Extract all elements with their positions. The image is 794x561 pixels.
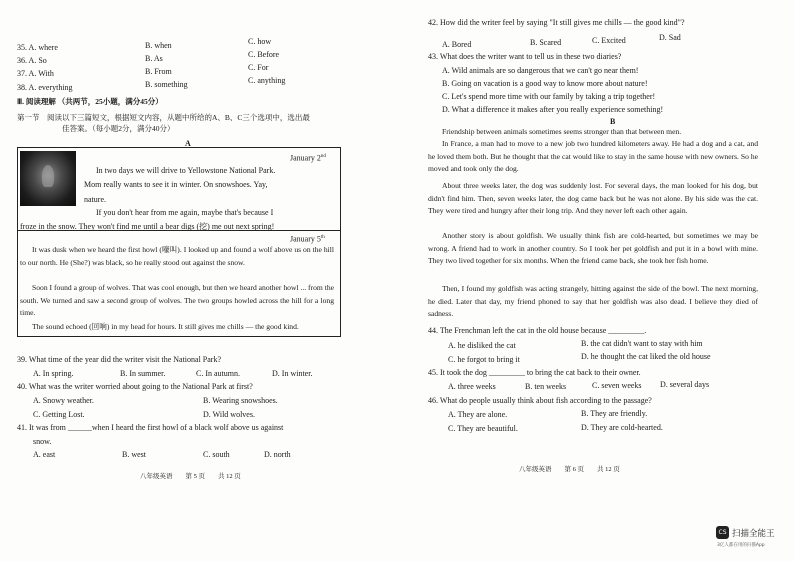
q39-option-b: B. In summer. — [120, 369, 166, 378]
q45-stem: 45. It took the dog _________ to bring the cat back to their owner. — [428, 368, 641, 377]
diary2-date: January 5th — [290, 234, 325, 244]
camscanner-brand: 扫描全能王 — [732, 529, 775, 539]
q41-stem-line2: snow. — [33, 437, 52, 446]
q42-option-a: A. Bored — [442, 40, 472, 49]
q41-option-b: B. west — [122, 450, 146, 459]
q38-a: 38. A. everything — [17, 83, 73, 92]
page-footer: 八年级英语 第 6 页 共 12 页 — [519, 466, 620, 473]
q44-option-a: A. he disliked the cat — [448, 341, 516, 350]
q45-option-c: C. seven weeks — [592, 381, 642, 390]
q38-c: C. anything — [248, 76, 286, 85]
q37-b: B. From — [145, 67, 172, 76]
passage-b-paragraph2: In France, a man had to move to a new job two hundred kilometers away. He had a dog and a cat, and he loved them both. But he thought that the cat would like to stay in the same house with new owners. So he moved and took only the dog. — [428, 139, 758, 174]
diary1-date: January 2nd — [290, 153, 326, 163]
q43-option-d: D. What a difference it makes after you really experience something! — [442, 105, 664, 114]
passage-a-title: A — [185, 139, 191, 148]
diary1-line2: Mom really wants to see it in winter. On snowshoes. Yay, — [84, 180, 268, 189]
q43-option-b: B. Going on vacation is a good way to know more about nature! — [442, 79, 648, 88]
diary-separator — [17, 230, 340, 231]
q40-stem: 40. What was the writer worried about going to the National Park at first? — [17, 382, 253, 391]
q35-a: 35. A. where — [17, 43, 58, 52]
q42-option-c: C. Excited — [592, 36, 626, 45]
q36-c: C. Before — [248, 50, 280, 59]
diary2-paragraph1: It was dusk when we heard the first howl (嚎叫). I looked up and found a wolf above us on the hill to our north. He (She?) was black, so he really stood out against the snow. — [20, 245, 334, 267]
q40-option-b: B. Wearing snowshoes. — [203, 396, 278, 405]
q39-option-a: A. In spring. — [33, 369, 74, 378]
diary2-paragraph3: The sound echoed (回响) in my head for hours. It still gives me chills — the good kind. — [32, 322, 299, 331]
q36-b: B. As — [145, 54, 163, 63]
section-3-heading: Ⅲ. 阅读理解 （共两节，25小题，满分45分） — [17, 97, 163, 106]
q35-c: C. how — [248, 37, 272, 46]
q46-option-d: D. They are cold-hearted. — [581, 423, 663, 432]
right-page — [397, 0, 794, 561]
diary1-line3: nature. — [84, 195, 106, 204]
q40-option-a: A. Snowy weather. — [33, 396, 94, 405]
q46-option-b: B. They are friendly. — [581, 409, 648, 418]
q38-b: B. something — [145, 80, 188, 89]
part1-instructions-line1: 第一节 阅读以下三篇短文，根据短文内容，从题中所给的A、B、C三个选项中，选出最 — [17, 113, 310, 122]
q40-option-c: C. Getting Lost. — [33, 410, 85, 419]
q44-option-c: C. he forgot to bring it — [448, 355, 520, 364]
q44-option-d: D. he thought the cat liked the old house — [581, 352, 711, 361]
q35-b: B. when — [145, 41, 172, 50]
q44-option-b: B. the cat didn't want to stay with him — [581, 339, 703, 348]
q45-option-a: A. three weeks — [448, 382, 496, 391]
q40-option-d: D. Wild wolves. — [203, 410, 255, 419]
q37-a: 37. A. With — [17, 69, 54, 78]
q37-c: C. For — [248, 63, 269, 72]
q39-option-c: C. In autumn. — [196, 369, 240, 378]
q41-option-d: D. north — [264, 450, 291, 459]
passage-b-paragraph4: Another story is about goldfish. We usually think fish are cold-hearted, but sometimes we may be wrong. A friend had to work in another country. So I took her pet goldfish and put it in a bowl with mine. They two lived together for six months. When the friend came back, she took her fish home. — [428, 231, 758, 266]
q43-option-a: A. Wild animals are so dangerous that we can't go near them! — [442, 66, 639, 75]
q45-option-d: D. several days — [660, 380, 710, 389]
q44-stem: 44. The Frenchman left the cat in the old house because _________. — [428, 326, 647, 335]
q43-stem: 43. What does the writer want to tell us in these two diaries? — [428, 52, 622, 61]
passage-b-paragraph3: About three weeks later, the dog was suddenly lost. For several days, the man looked for his dog, but didn't find him. Then, seven weeks later, the dog came back but he was not alone. By his side was the cat. They were tired and hungry after their long trip. And they never left each other again. — [428, 181, 758, 216]
q42-option-b: B. Scared — [530, 38, 562, 47]
q39-stem: 39. What time of the year did the writer visit the National Park? — [17, 355, 222, 364]
q43-option-c: C. Let's spend more time with our family by taking a trip together! — [442, 92, 656, 101]
page-footer: 八年级英语 第 5 页 共 12 页 — [140, 473, 241, 480]
q45-option-b: B. ten weeks — [525, 382, 567, 391]
q39-option-d: D. In winter. — [272, 369, 313, 378]
passage-b-paragraph5: Then, I found my goldfish was acting strangely, hitting against the side of the bowl. The next morning, he died. Later that day, my friend phoned to say that her goldfish was also dead. I believe they died of sadness. — [428, 284, 758, 319]
q41-stem-line1: 41. It was from ______when I heard the first howl of a black wolf above us against — [17, 423, 284, 432]
diary1-line4: If you don't hear from me again, maybe that's because I — [96, 208, 274, 217]
q46-option-c: C. They are beautiful. — [448, 424, 518, 433]
diary1-line5: froze in the snow. They won't find me until a bear digs (挖) me out next spring! — [20, 222, 275, 231]
camscanner-tagline: 3亿人都在用的扫描App — [717, 543, 765, 548]
q41-option-c: C. south — [203, 450, 230, 459]
camscanner-logo-icon: CS — [716, 526, 729, 539]
wolf-photo — [20, 151, 76, 206]
passage-b-title: B — [610, 117, 616, 126]
part1-instructions-line2: 佳答案。（每小题2分，满分40分） — [62, 124, 175, 133]
q36-a: 36. A. So — [17, 56, 47, 65]
q42-option-d: D. Sad — [659, 33, 681, 42]
passage-b-paragraph1: Friendship between animals sometimes seems stronger than that between men. — [442, 127, 682, 136]
q42-stem: 42. How did the writer feel by saying "It still gives me chills — the good kind"? — [428, 18, 685, 27]
diary1-line1: In two days we will drive to Yellowstone National Park. — [96, 166, 276, 175]
q46-option-a: A. They are alone. — [448, 410, 508, 419]
q46-stem: 46. What do people usually think about fish according to the passage? — [428, 396, 652, 405]
q41-option-a: A. east — [33, 450, 56, 459]
diary2-paragraph2: Soon I found a group of wolves. That was cool enough, but then we heard another howl ... from the south. We turned and saw a second group of wolves. The two groups howled across the hill for a long time. — [20, 283, 334, 318]
